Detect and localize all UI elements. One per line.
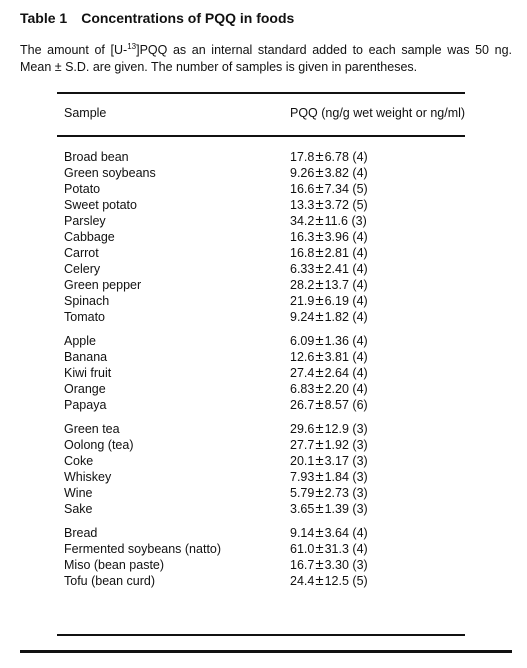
table-row bbox=[0, 198, 527, 214]
pqq-mean: 29.6 bbox=[290, 422, 315, 436]
sample-count: (4) bbox=[352, 310, 368, 324]
pqq-value bbox=[290, 246, 368, 260]
pqq-sd: 2.73 bbox=[324, 486, 349, 500]
pqq-sd: 3.17 bbox=[324, 454, 349, 468]
pqq-value bbox=[290, 350, 368, 364]
table-row bbox=[0, 366, 527, 382]
plus-minus-icon: ± bbox=[315, 332, 324, 349]
pqq-mean: 9.14 bbox=[290, 526, 315, 540]
sample-count: (4) bbox=[352, 382, 368, 396]
sample-count: (3) bbox=[352, 438, 368, 452]
table-row bbox=[0, 262, 527, 278]
sample-name: Cabbage bbox=[64, 230, 115, 244]
table-row bbox=[0, 278, 527, 294]
plus-minus-icon: ± bbox=[315, 500, 324, 517]
plus-minus-icon: ± bbox=[315, 148, 324, 165]
plus-minus-icon: ± bbox=[315, 308, 324, 325]
pqq-mean: 5.79 bbox=[290, 486, 315, 500]
sample-name: Kiwi fruit bbox=[64, 366, 112, 380]
pqq-value bbox=[290, 542, 368, 556]
pqq-value bbox=[290, 438, 368, 452]
pqq-value bbox=[290, 198, 368, 212]
pqq-mean: 13.3 bbox=[290, 198, 315, 212]
sample-name: Sweet potato bbox=[64, 198, 137, 212]
pqq-sd: 31.3 bbox=[324, 542, 349, 556]
plus-minus-icon: ± bbox=[315, 348, 324, 365]
pqq-mean: 16.7 bbox=[290, 558, 315, 572]
pqq-value bbox=[290, 366, 368, 380]
pqq-mean: 28.2 bbox=[290, 278, 315, 292]
pqq-mean: 16.3 bbox=[290, 230, 315, 244]
table-row bbox=[0, 246, 527, 262]
sample-name: Bread bbox=[64, 526, 98, 540]
table-row bbox=[0, 422, 527, 438]
table-row bbox=[0, 230, 527, 246]
sample-name: Fermented soybeans (natto) bbox=[64, 542, 222, 556]
sample-count: (4) bbox=[352, 366, 368, 380]
sample-count: (3) bbox=[352, 502, 368, 516]
pqq-mean: 16.6 bbox=[290, 182, 315, 196]
pqq-value bbox=[290, 422, 368, 436]
sample-count: (3) bbox=[352, 454, 368, 468]
sample-count: (4) bbox=[352, 334, 368, 348]
pqq-value bbox=[290, 526, 368, 540]
pqq-sd: 2.64 bbox=[324, 366, 349, 380]
sample-count: (4) bbox=[352, 262, 368, 276]
plus-minus-icon: ± bbox=[315, 164, 324, 181]
caption-superscript: 13 bbox=[127, 42, 137, 51]
plus-minus-icon: ± bbox=[315, 180, 324, 197]
pqq-mean: 21.9 bbox=[290, 294, 315, 308]
pqq-value bbox=[290, 470, 368, 484]
pqq-mean: 27.7 bbox=[290, 438, 315, 452]
sample-count: (3) bbox=[351, 214, 367, 228]
pqq-mean: 27.4 bbox=[290, 366, 315, 380]
sample-count: (5) bbox=[352, 574, 368, 588]
sample-count: (5) bbox=[352, 198, 368, 212]
pqq-value bbox=[290, 262, 368, 276]
sample-name: Miso (bean paste) bbox=[64, 558, 165, 572]
plus-minus-icon: ± bbox=[315, 364, 324, 381]
pqq-value bbox=[290, 150, 368, 164]
pqq-mean: 6.09 bbox=[290, 334, 315, 348]
pqq-sd: 12.9 bbox=[324, 422, 349, 436]
sample-count: (6) bbox=[352, 398, 368, 412]
pqq-value bbox=[290, 230, 368, 244]
pqq-sd: 3.72 bbox=[324, 198, 349, 212]
sample-count: (4) bbox=[352, 166, 368, 180]
pqq-mean: 20.1 bbox=[290, 454, 315, 468]
pqq-sd: 3.30 bbox=[324, 558, 349, 572]
sample-count: (4) bbox=[352, 278, 368, 292]
sample-count: (4) bbox=[352, 246, 368, 260]
sample-name: Parsley bbox=[64, 214, 106, 228]
table-row bbox=[0, 526, 527, 542]
table-bottom-rule bbox=[57, 634, 465, 636]
table-row bbox=[0, 182, 527, 198]
page-bottom-rule bbox=[20, 650, 512, 653]
sample-count: (4) bbox=[352, 230, 368, 244]
sample-count: (4) bbox=[352, 350, 368, 364]
pqq-value bbox=[290, 486, 368, 500]
pqq-value bbox=[290, 214, 367, 228]
pqq-sd: 2.81 bbox=[324, 246, 349, 260]
pqq-value bbox=[290, 294, 368, 308]
pqq-sd: 1.82 bbox=[324, 310, 349, 324]
plus-minus-icon: ± bbox=[315, 468, 324, 485]
pqq-sd: 3.82 bbox=[324, 166, 349, 180]
pqq-sd: 7.34 bbox=[324, 182, 349, 196]
sample-name: Papaya bbox=[64, 398, 107, 412]
plus-minus-icon: ± bbox=[315, 244, 324, 261]
sample-name: Wine bbox=[64, 486, 93, 500]
table-row bbox=[0, 438, 527, 454]
table-title-text: Concentrations of PQQ in foods bbox=[81, 10, 295, 26]
plus-minus-icon: ± bbox=[315, 556, 324, 573]
sample-count: (5) bbox=[352, 182, 368, 196]
sample-name: Tomato bbox=[64, 310, 105, 324]
pqq-mean: 6.33 bbox=[290, 262, 315, 276]
table-row bbox=[0, 454, 527, 470]
caption-line-2: Mean ± S.D. are given. The number of samples is given in parentheses. bbox=[20, 60, 418, 74]
plus-minus-icon: ± bbox=[315, 396, 324, 413]
pqq-value bbox=[290, 334, 368, 348]
pqq-sd: 1.92 bbox=[324, 438, 349, 452]
sample-name: Carrot bbox=[64, 246, 99, 260]
sample-name: Coke bbox=[64, 454, 94, 468]
pqq-mean: 17.8 bbox=[290, 150, 315, 164]
pqq-mean: 9.26 bbox=[290, 166, 315, 180]
plus-minus-icon: ± bbox=[315, 292, 324, 309]
sample-count: (4) bbox=[352, 526, 368, 540]
column-header-sample: Sample bbox=[64, 106, 107, 120]
sample-name: Tofu (bean curd) bbox=[64, 574, 156, 588]
plus-minus-icon: ± bbox=[315, 540, 324, 557]
pqq-sd: 13.7 bbox=[324, 278, 349, 292]
pqq-mean: 7.93 bbox=[290, 470, 315, 484]
sample-name: Banana bbox=[64, 350, 108, 364]
table-row bbox=[0, 382, 527, 398]
pqq-sd: 6.78 bbox=[324, 150, 349, 164]
pqq-mean: 12.6 bbox=[290, 350, 315, 364]
pqq-value bbox=[290, 398, 368, 412]
pqq-value bbox=[290, 278, 368, 292]
sample-count: (4) bbox=[352, 294, 368, 308]
sample-name: Orange bbox=[64, 382, 106, 396]
sample-name: Green pepper bbox=[64, 278, 142, 292]
sample-name: Sake bbox=[64, 502, 93, 516]
table-row bbox=[0, 558, 527, 574]
pqq-value bbox=[290, 558, 368, 572]
pqq-value bbox=[290, 310, 368, 324]
sample-name: Green soybeans bbox=[64, 166, 156, 180]
pqq-sd: 2.41 bbox=[324, 262, 349, 276]
pqq-sd: 6.19 bbox=[324, 294, 349, 308]
table-row bbox=[0, 502, 527, 518]
plus-minus-icon: ± bbox=[315, 420, 324, 437]
pqq-value bbox=[290, 382, 368, 396]
pqq-sd: 1.84 bbox=[324, 470, 349, 484]
pqq-sd: 3.64 bbox=[324, 526, 349, 540]
pqq-mean: 6.83 bbox=[290, 382, 315, 396]
sample-name: Broad bean bbox=[64, 150, 129, 164]
pqq-sd: 12.5 bbox=[324, 574, 349, 588]
sample-name: Whiskey bbox=[64, 470, 112, 484]
plus-minus-icon: ± bbox=[315, 212, 324, 229]
pqq-value bbox=[290, 454, 368, 468]
plus-minus-icon: ± bbox=[315, 524, 324, 541]
pqq-value bbox=[290, 182, 368, 196]
pqq-value bbox=[290, 574, 368, 588]
pqq-mean: 3.65 bbox=[290, 502, 315, 516]
plus-minus-icon: ± bbox=[315, 380, 324, 397]
pqq-sd: 3.81 bbox=[324, 350, 349, 364]
table-row bbox=[0, 214, 527, 230]
table-row bbox=[0, 350, 527, 366]
sample-name: Oolong (tea) bbox=[64, 438, 134, 452]
plus-minus-icon: ± bbox=[315, 452, 324, 469]
table-row bbox=[0, 334, 527, 350]
pqq-sd: 3.96 bbox=[324, 230, 349, 244]
pqq-mean: 24.4 bbox=[290, 574, 315, 588]
pqq-sd: 1.36 bbox=[324, 334, 349, 348]
plus-minus-icon: ± bbox=[315, 196, 324, 213]
pqq-mean: 34.2 bbox=[290, 214, 315, 228]
sample-name: Celery bbox=[64, 262, 101, 276]
sample-name: Spinach bbox=[64, 294, 110, 308]
table-row bbox=[0, 542, 527, 558]
pqq-mean: 16.8 bbox=[290, 246, 315, 260]
plus-minus-icon: ± bbox=[315, 228, 324, 245]
sample-name: Potato bbox=[64, 182, 101, 196]
plus-minus-icon: ± bbox=[315, 260, 324, 277]
column-header-pqq: PQQ (ng/g wet weight or ng/ml) bbox=[290, 106, 466, 120]
plus-minus-icon: ± bbox=[315, 484, 324, 501]
sample-count: (3) bbox=[352, 422, 368, 436]
pqq-mean: 9.24 bbox=[290, 310, 315, 324]
caption-line-1-post: ]PQQ as an internal standard added to each sample was 50 ng. bbox=[136, 43, 512, 57]
sample-count: (4) bbox=[352, 542, 368, 556]
plus-minus-icon: ± bbox=[315, 276, 324, 293]
table-row bbox=[0, 470, 527, 486]
sample-name: Green tea bbox=[64, 422, 120, 436]
table-row bbox=[0, 150, 527, 166]
caption-line-1-pre: The amount of [U- bbox=[20, 43, 128, 57]
plus-minus-icon: ± bbox=[315, 436, 324, 453]
plus-minus-icon: ± bbox=[315, 572, 324, 589]
table-row bbox=[0, 574, 527, 590]
pqq-mean: 61.0 bbox=[290, 542, 315, 556]
pqq-value bbox=[290, 166, 368, 180]
table-label: Table 1 bbox=[20, 10, 68, 26]
pqq-sd: 11.6 bbox=[324, 214, 348, 228]
sample-count: (3) bbox=[352, 470, 368, 484]
sample-count: (4) bbox=[352, 150, 368, 164]
sample-count: (3) bbox=[352, 486, 368, 500]
sample-name: Apple bbox=[64, 334, 96, 348]
table-row bbox=[0, 310, 527, 326]
pqq-sd: 1.39 bbox=[324, 502, 349, 516]
pqq-value bbox=[290, 502, 368, 516]
table-row bbox=[0, 398, 527, 414]
pqq-sd: 2.20 bbox=[324, 382, 349, 396]
sample-count: (3) bbox=[352, 558, 368, 572]
table-row bbox=[0, 294, 527, 310]
pqq-mean: 26.7 bbox=[290, 398, 315, 412]
table-row bbox=[0, 166, 527, 182]
table-row bbox=[0, 486, 527, 502]
pqq-sd: 8.57 bbox=[324, 398, 349, 412]
